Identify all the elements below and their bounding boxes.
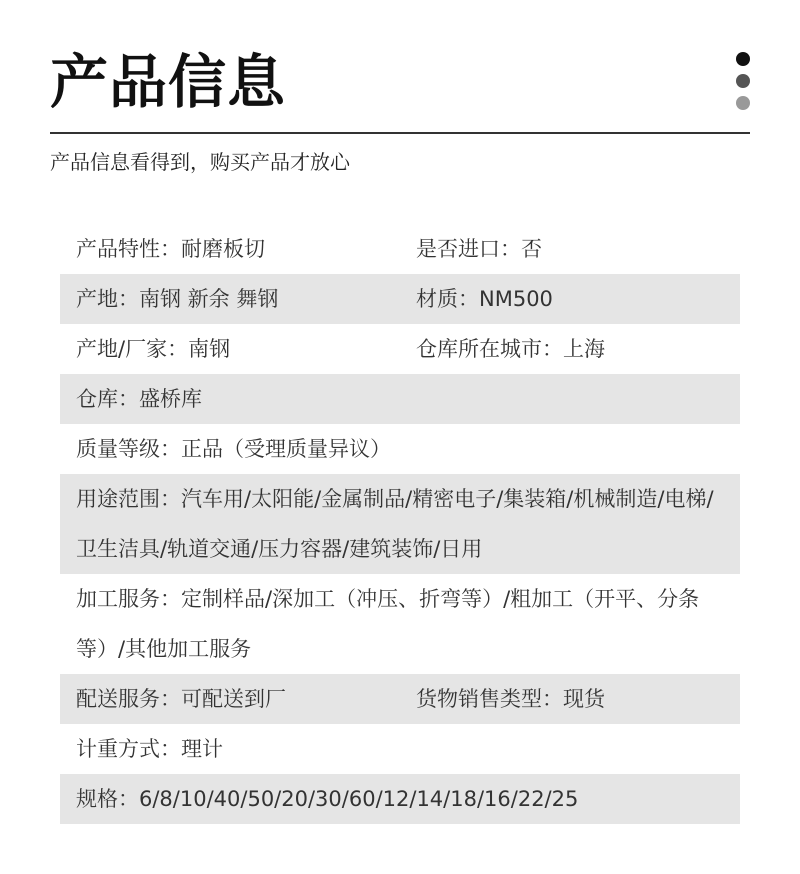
- table-cell: 计重方式：理计: [76, 737, 223, 761]
- table-cell: 货物销售类型：现货: [416, 687, 605, 711]
- table-row: [60, 724, 740, 774]
- table-cell: 质量等级：正品（受理质量异议）: [76, 437, 391, 461]
- table-cell: 产地：南钢 新余 舞钢: [76, 287, 279, 311]
- product-info-table: [60, 224, 740, 824]
- table-row: [60, 574, 740, 674]
- table-row: [60, 474, 740, 574]
- table-cell: 材质：NM500: [416, 287, 553, 311]
- table-cell: 配送服务：可配送到厂: [76, 687, 286, 711]
- table-row: [60, 374, 740, 424]
- table-cell: 仓库所在城市：上海: [416, 337, 605, 361]
- table-cell: 加工服务：定制样品/深加工（冲压、折弯等）/粗加工（开平、分条等）/其他加工服务: [76, 587, 700, 661]
- table-cell: 产地/厂家：南钢: [76, 337, 231, 361]
- table-row: [60, 674, 740, 724]
- table-cell: 是否进口：否: [416, 237, 542, 261]
- dot-icon: [736, 74, 750, 88]
- table-row: [60, 774, 740, 824]
- subtitle: 产品信息看得到，购买产品才放心: [50, 150, 350, 174]
- header: [50, 40, 750, 134]
- table-row: [60, 424, 740, 474]
- dot-icon: [736, 96, 750, 110]
- table-cell: 仓库：盛桥库: [76, 387, 202, 411]
- table-row: [60, 324, 740, 374]
- table-cell: 规格：6/8/10/40/50/20/30/60/12/14/18/16/22/25: [76, 787, 579, 811]
- table-row: [60, 274, 740, 324]
- page-title: 产品信息: [50, 48, 287, 116]
- table-cell: 产品特性：耐磨板切: [76, 237, 265, 261]
- table-cell: 用途范围：汽车用/太阳能/金属制品/精密电子/集装箱/机械制造/电梯/卫生洁具/轨道交通/压力容器/建筑装饰/日用: [76, 487, 714, 561]
- table-row: [60, 224, 740, 274]
- dot-icon: [736, 52, 750, 66]
- dots-menu-icon[interactable]: [736, 52, 750, 118]
